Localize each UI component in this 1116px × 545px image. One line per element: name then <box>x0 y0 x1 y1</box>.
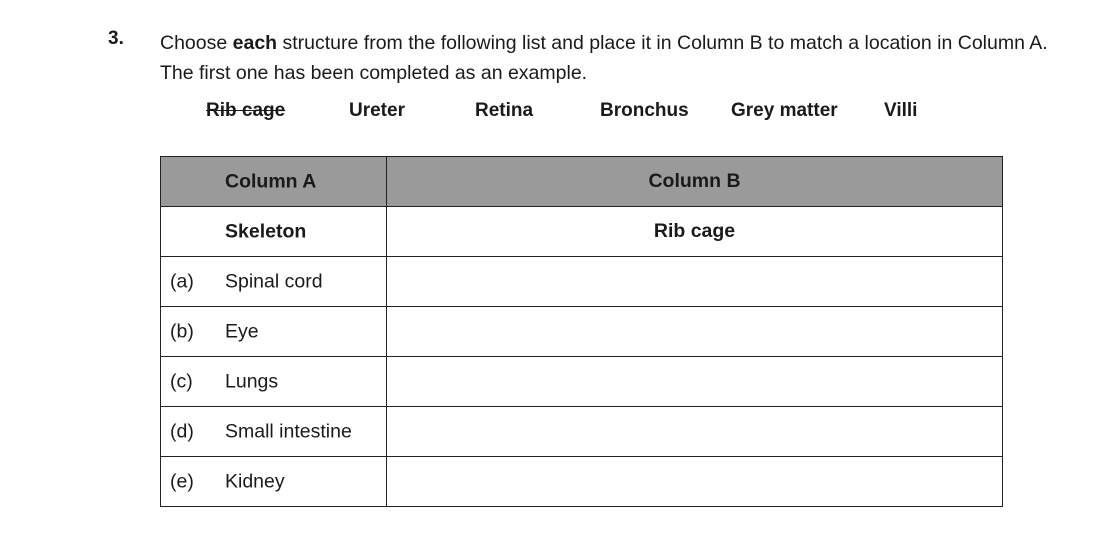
word-villi: Villi <box>884 100 918 121</box>
column-a-header-text: Column A <box>225 170 317 192</box>
table-row <box>161 407 1003 457</box>
row-location: Eye <box>225 320 259 342</box>
row-label: (c) <box>170 370 193 392</box>
row-location: Kidney <box>225 470 285 492</box>
question-text-emphasis: each <box>232 32 278 54</box>
example-row <box>161 207 1003 257</box>
word-list <box>0 100 1116 124</box>
example-column-b: Rib cage <box>387 207 1003 257</box>
column-b-header: Column B <box>387 157 1003 207</box>
row-c-column-a <box>161 357 387 407</box>
word-grey-matter: Grey matter <box>731 100 838 121</box>
table-row <box>161 257 1003 307</box>
table-row <box>161 357 1003 407</box>
row-a-column-a <box>161 257 387 307</box>
row-c-answer-cell[interactable] <box>387 357 1003 407</box>
row-e-answer-cell[interactable] <box>387 457 1003 507</box>
example-location: Skeleton <box>225 220 307 242</box>
row-label: (d) <box>170 420 194 442</box>
row-label: (e) <box>170 470 194 492</box>
row-b-answer-cell[interactable] <box>387 307 1003 357</box>
question-number: 3. <box>108 28 124 49</box>
row-e-column-a <box>161 457 387 507</box>
row-location: Lungs <box>225 370 279 392</box>
row-location: Spinal cord <box>225 270 323 292</box>
header-row <box>161 157 1003 207</box>
column-a-header <box>161 157 387 207</box>
row-location: Small intestine <box>225 420 352 442</box>
question-text-start: Choose <box>160 32 233 54</box>
table-row <box>161 457 1003 507</box>
word-ureter: Ureter <box>349 100 405 121</box>
word-bronchus: Bronchus <box>600 100 689 121</box>
row-label: (b) <box>170 320 194 342</box>
table-row <box>161 307 1003 357</box>
example-column-a <box>161 207 387 257</box>
row-a-answer-cell[interactable] <box>387 257 1003 307</box>
word-rib-cage: Rib cage <box>206 100 286 121</box>
question-text <box>160 28 1060 88</box>
row-d-column-a <box>161 407 387 457</box>
row-d-answer-cell[interactable] <box>387 407 1003 457</box>
word-retina: Retina <box>475 100 534 121</box>
row-label: (a) <box>170 270 194 292</box>
question-text-rest: structure from the following list and place it in Column B to match a location in Column A. The first one has been completed as an example. <box>160 32 1048 84</box>
row-b-column-a <box>161 307 387 357</box>
matching-table <box>160 156 1003 507</box>
